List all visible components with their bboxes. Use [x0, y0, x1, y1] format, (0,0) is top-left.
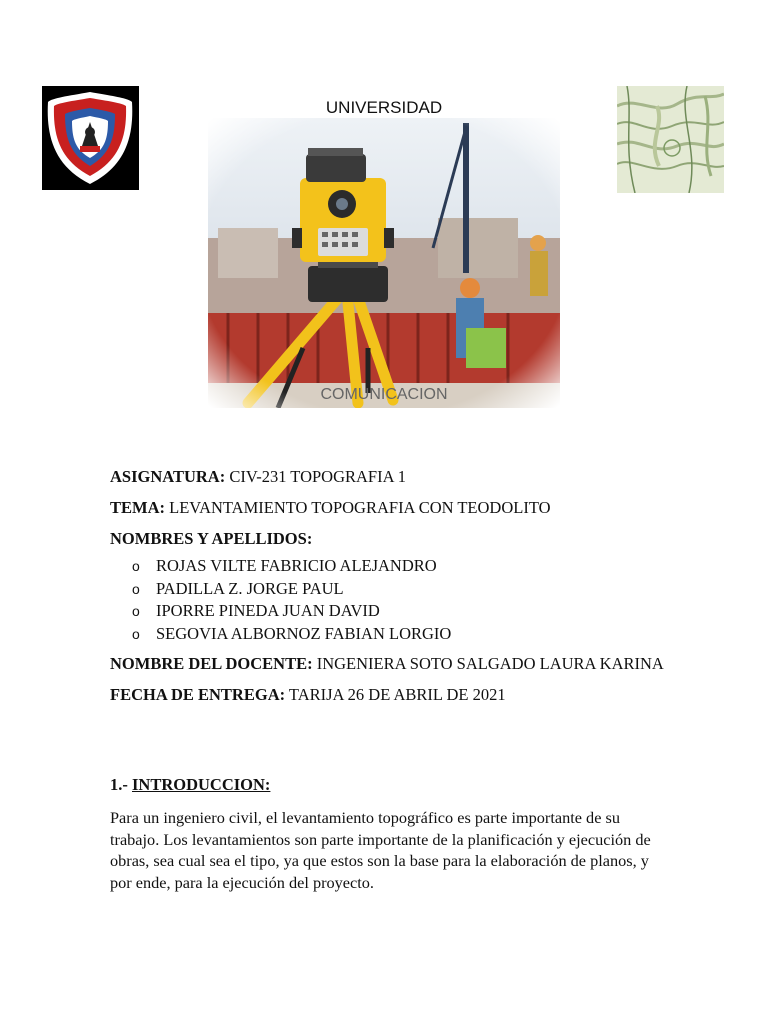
member-name: SEGOVIA ALBORNOZ FABIAN LORGIO [156, 623, 452, 643]
member-name: PADILLA Z. JORGE PAUL [156, 578, 344, 598]
bullet-icon: o [132, 625, 140, 642]
bullet-icon: o [132, 603, 140, 619]
bullet-icon: o [132, 580, 140, 597]
docente-value: INGENIERA SOTO SALGADO LAURA KARINA [312, 654, 664, 673]
theodolite-photo [208, 118, 560, 408]
list-item [132, 578, 670, 601]
asignatura-row [110, 466, 670, 487]
member-name: ROJAS VILTE FABRICIO ALEJANDRO [156, 556, 437, 575]
docente-row [110, 653, 670, 674]
member-name: IPORRE PINEDA JUAN DAVID [156, 601, 380, 620]
docente-label: NOMBRE DEL DOCENTE: [110, 654, 313, 673]
list-item [132, 555, 670, 578]
section-number: 1.- [110, 775, 132, 794]
ghost-subtitle-bottom: COMUNICACION [320, 386, 448, 403]
list-item [132, 600, 670, 623]
section-title: INTRODUCCION: [132, 775, 271, 794]
fecha-label: FECHA DE ENTREGA: [110, 685, 286, 704]
list-item [132, 623, 670, 646]
asignatura-label: ASIGNATURA: [110, 467, 226, 486]
nombres-row [110, 528, 670, 549]
tema-value: LEVANTAMIENTO TOPOGRAFIA CON TEODOLITO [165, 498, 551, 517]
fecha-row [110, 684, 670, 705]
asignatura-value: CIV-231 TOPOGRAFIA 1 [225, 467, 406, 486]
section-heading [110, 775, 270, 795]
tema-row [110, 497, 670, 518]
intro-paragraph: Para un ingeniero civil, el levantamiento topográfico es parte importante de su trabajo. Los levantamientos son parte importante de la planificación y ejecución de obras, sea cual sea el tipo, ya que estos son la base para la elaboración de planos, y por ende, para la ejecución del proyecto. [110, 808, 651, 892]
members-list [110, 555, 670, 645]
fecha-value: TARIJA 26 DE ABRIL DE 2021 [285, 685, 506, 704]
tema-label: TEMA: [110, 498, 165, 517]
bullet-icon: o [132, 558, 140, 574]
university-title: UNIVERSIDAD [325, 98, 443, 117]
nombres-label: NOMBRES Y APELLIDOS: [110, 529, 313, 548]
info-block [110, 466, 670, 715]
